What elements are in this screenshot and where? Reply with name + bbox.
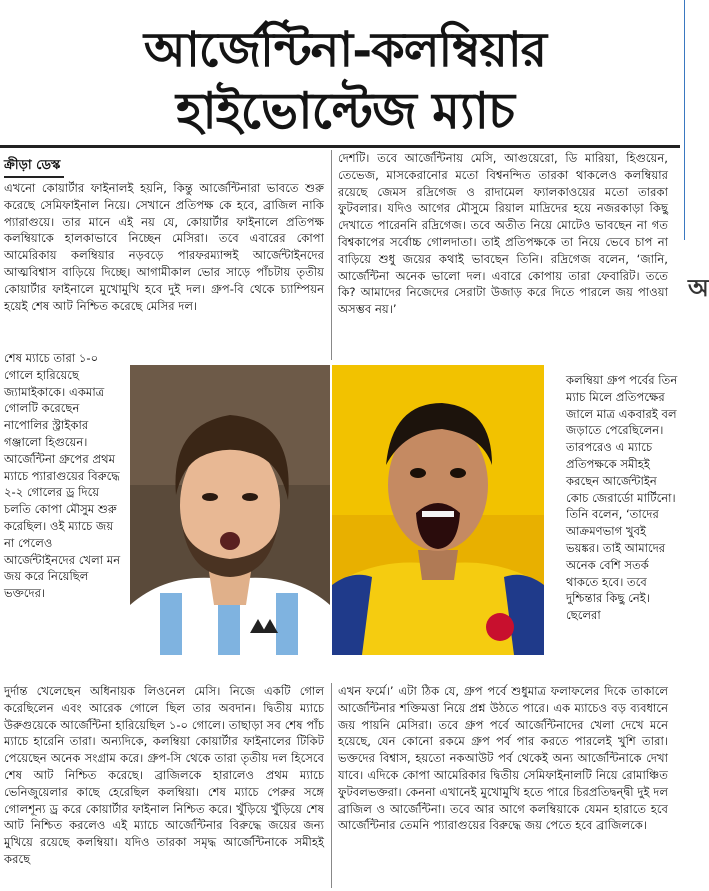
article-column-right-top: দেশটি। তবে আর্জেন্টিনায় মেসি, আগুয়েরো, ডি মারিয়া, হিগুয়েন, তেভেজ, মাসকেরানোর মতো বিশ্বনন্দিত তারকা থাকলেও কলম্বিয়ার রয়েছে জেমস রদ্রিগেজ ও রাদামেল ফ্যালকাওয়ের মতো তারকা ফুটবলার। যদিও আগের মৌসুমে রিয়াল মাদ্রিদের হয়ে নজরকাড়া কিছু দেখাতে পারেননি রদ্রিগেজ। তবে অতীত নিয়ে মোটেও ভাবছেন না গত বিশ্বকাপের সর্বোচ্চ গোলদাতা। তাই প্রতিপক্ষকে তা নিয়ে ভেবে চাপ না বাড়িয়ে শুধু জয়ের কথাই ভাবছেন তিনি। রদ্রিগেজ বলেন, ‘জানি, আর্জেন্টিনা অনেক ভালো দল। এবারে কোপায় তারা ফেবারিট। ততে কি? আমাদের নিজেদের সেরাটা উজাড় করে দিতে পারলে জয় পাওয়া অসম্ভব নয়।’	[338, 151, 668, 317]
article-column-left-bottom: দুর্দান্ত খেলেছেন অধিনায়ক লিওনেল মেসি। নিজে একটি গোল করেছিলেন এবং আরেক গোলে ছিল তার অবদান। দ্বিতীয় ম্যাচে উরুগুয়েকে আর্জেন্টিনা হারিয়েছিল ১-০ গোলে। তাছাড়া সব শেষ পাঁচ ম্যাচে হারেনি তারা। অন্যদিকে, কলম্বিয়া কোয়ার্টার ফাইনালের টিকিট পেয়েছেন অনেক সংগ্রাম করে। গ্রুপ-সি থেকে তারা তৃতীয় দল হিসেবে শেষ আট নিশ্চিত করেছে। ব্রাজিলকে হারালেও প্রথম ম্যাচে ভেনিজুয়েলার কাছে হেরেছিল কলম্বিয়া। শেষ ম্যাচে পেরুর সঙ্গে গোলশূন্য ড্র করে কোয়ার্টার ফাইনাল নিশ্চিত করে। খুঁড়িয়ে খুঁড়িয়ে শেষ আট নিশ্চিত করলেও এই ম্যাচে আর্জেন্টিনার বিরুদ্ধে জয়ের জন্য মুখিয়ে রয়েছে কলম্বিয়া। যদিও তারকা সমৃদ্ধ আর্জেন্টিনাকে সমীহই করছে	[4, 684, 324, 866]
byline-underline	[4, 176, 64, 178]
article-column-right-bottom: এখন ফর্মে।’ এটা ঠিক যে, গ্রুপ পর্বে শুধুমাত্র ফলাফলের দিকে তাকালে আর্জেন্টিনার শক্তিমত্তা নিয়ে প্রশ্ন উঠতে পারে। এক ম্যাচেও বড় ব্যবধানে জয় পায়নি মেসিরা। তবে গ্রুপ পর্বে আর্জেন্টিনাদের খেলা দেখে মনে হয়েছে, যেন কোনো রকমে গ্রুপ পর্ব পার করতে পারলেই খুশি তারা। ভক্তদের বিশ্বাস, হয়তো নকআউট পর্ব থেকেই অন্য আর্জেন্টিনাকে দেখা যাবে। এদিকে কোপা আমেরিকার দ্বিতীয় সেমিফাইনালটি নিয়ে রোমাঞ্চিত ফুটবলভক্তরা। কেননা এখানেই মুখোমুখি হতে পারে চিরপ্রতিদ্বন্দ্বী দুই দল ব্রাজিল ও আর্জেন্টিনা। তবে আর আগে কলম্বিয়াকে যেমন হারাতে হবে আর্জেন্টিনার তেমনি প্যারাগুয়ের বিরুদ্ধে জয় পেতে হবে ব্রাজিলকে।	[338, 684, 668, 833]
james-photo-illustration	[332, 365, 544, 655]
adjacent-article-fragment: অ	[688, 274, 709, 302]
messi-photo	[130, 365, 330, 655]
james-rodriguez-photo	[332, 365, 544, 655]
headline-line-2: হাইভোল্টেজ ম্যাচ	[175, 81, 515, 140]
headline-line-1: আর্জেন্টিনা-কলম্বিয়ার	[143, 22, 547, 78]
article-wrap-right: কলম্বিয়া গ্রুপ পর্বের তিন ম্যাচ মিলে প্রতিপক্ষের জালে মাত্র একবারই বল জড়াতে পেরেছিলেন। তারপরেও এ ম্যাচে প্রতিপক্ষকে সমীহই করছেন আর্জেন্টাইন কোচ জেরার্ডো মার্টিনো। তিনি বলেন, ‘তাদের আক্রমণভাগ খুবই ভয়ঙ্কর। তাই আমাদের অনেক বেশি সতর্ক থাকতে হবে। তবে দুশ্চিন্তার কিছু নেই। ছেলেরা	[566, 373, 678, 623]
right-page-edge-rule	[684, 0, 685, 240]
column-divider-bottom	[331, 683, 332, 888]
article-wrap-left: শেষ ম্যাচে তারা ১-০ গোলে হারিয়েছে জ্যামাইকাকে। একমাত্র গোলটি করেছেন নাপোলির স্ট্রাইকার গঞ্জালো হিগুয়েন। আর্জেন্টিনা গ্রুপের প্রথম ম্যাচে প্যারাগুয়ের বিরুদ্ধে ২-২ গোলের ড্র দিয়ে চলতি কোপা মৌসুম শুরু করেছিল। ওই ম্যাচে জয় না পেলেও আর্জেন্টাইনদের খেলা মন জয় করে নিয়েছিল ভক্তদের।	[4, 351, 121, 601]
article-column-left-top: এখনো কোয়ার্টার ফাইনালই হয়নি, কিন্তু আর্জেন্টিনারা ভাবতে শুরু করেছে সেমিফাইনাল নিয়ে। সেখানে প্রতিপক্ষ কে হবে, ব্রাজিল নাকি প্যারাগুয়ে। তার মানে এই নয় যে, কোয়ার্টার ফাইনালে প্রতিপক্ষ কলম্বিয়াকে হালকাভাবে নিচ্ছেন মেসিরা। তবে এবারের কোপা আমেরিকায় কলম্বিয়ার নড়বড়ে পারফরম্যান্সই আর্জেন্টাইনদের আত্মবিশ্বাস বাড়িয়ে দিচ্ছে। আগামীকাল ভোর সাড়ে পাঁচটায় তৃতীয় কোয়ার্টার ফাইনালে মুখোমুখি হবে দুই দল। গ্রুপ-বি থেকে চ্যাম্পিয়ন হয়েই শেষ আট নিশ্চিত করেছে মেসির দল।	[4, 181, 324, 313]
messi-photo-illustration	[130, 365, 330, 655]
desk-byline: ক্রীড়া ডেস্ক	[4, 158, 61, 173]
column-divider	[331, 150, 332, 360]
headline-rule	[0, 145, 680, 148]
